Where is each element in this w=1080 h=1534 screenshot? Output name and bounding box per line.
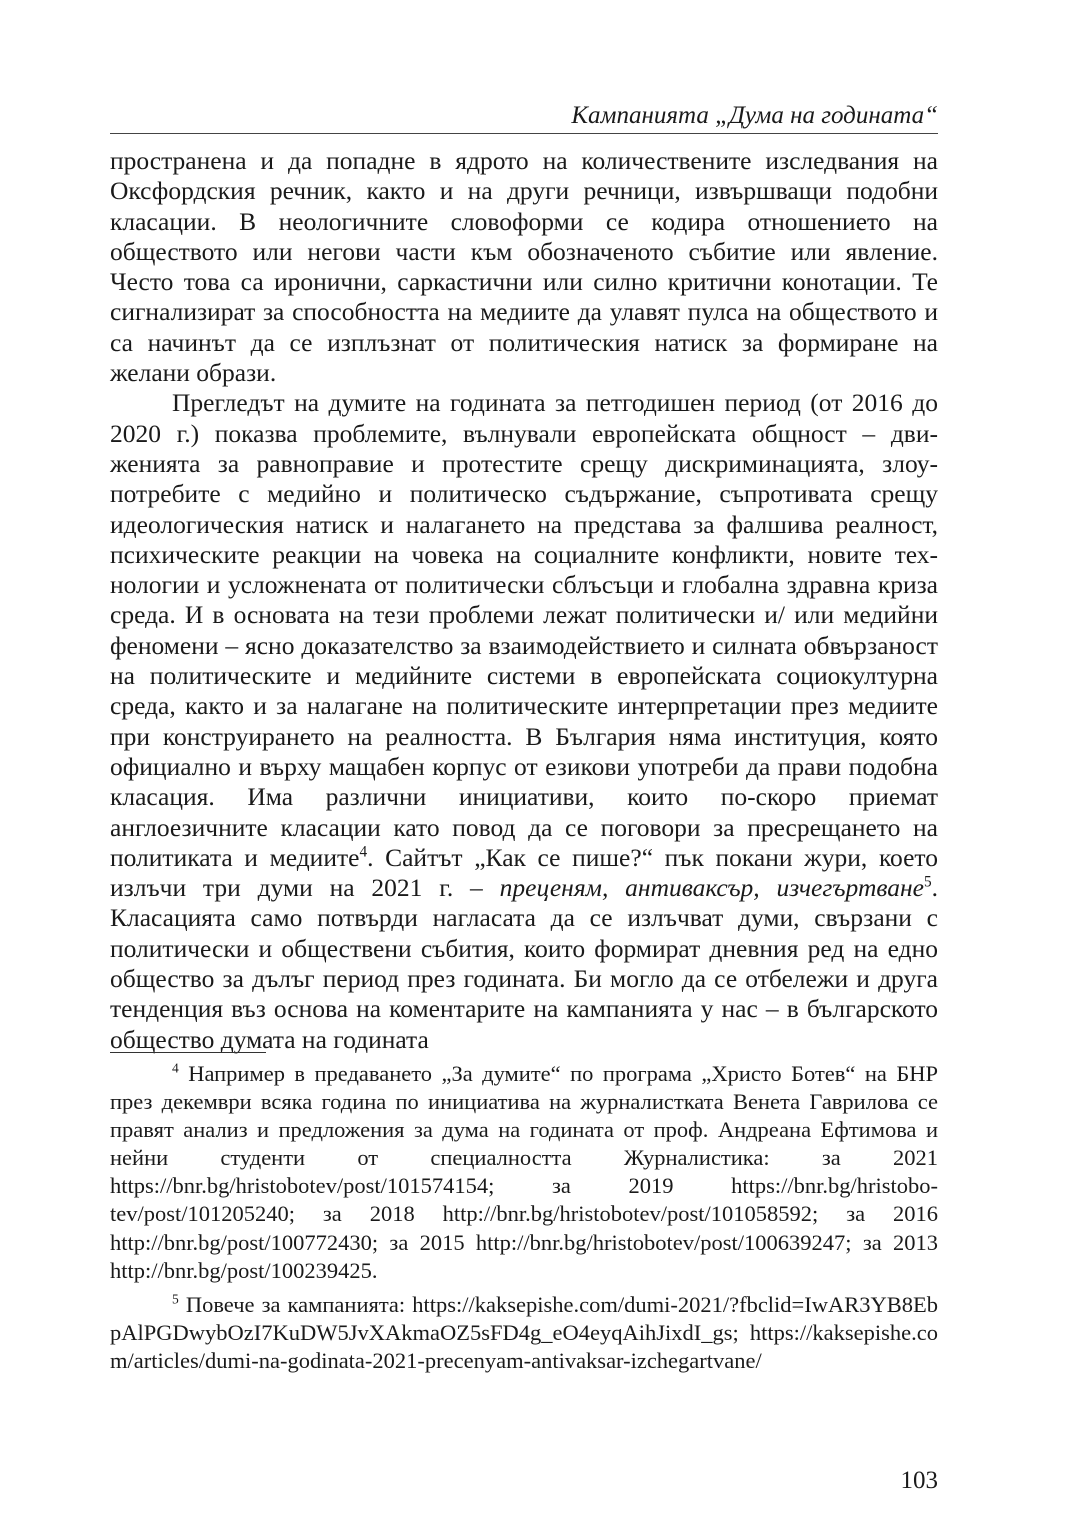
footnote-4-text: Например в предаването „За думите“ по програма „Христо Ботев“ на БНР през декември всяка година по инициатива на журналистката Венета Гаврилова се правят анализ и предложения за дума на годината от проф. Андреана Ефтимова и нейни студенти от специалността Журналистика: за 2021 https://bnr.bg/hristobotev/post/101574154; за 2019 https://bnr.bg/hristobotev/post/101205240; за 2018 http://bnr.bg/hristobotev/post/101058592; за 2016 http://bnr.bg/post/100772430; за 2015 http://bnr.bg/hristobotev/post/100639247; за 2013 http://bnr.bg/post/100239425. [110,1061,938,1283]
footnote-ref-5[interactable]: 5 [923,873,932,891]
footnote-4 [110,1060,938,1285]
paragraph-2-part-1: Прегледът на думите на годината за петгодишен период (от 2016 до 2020 г.) показва проблемите, вълнували европейската общност – движенията за равноправие и протестите срещу дискриминацията, злоупотребите с медийно и политическо съдържание, съпротивата срещу идеологическия натиск и налагането на представа за фалшива реалност, психическите реакции на човека на социалните конфликти, новите технологии и усложнената от политически сблъсъци и глобална здравна криза среда. И в основата на тези проблеми лежат политически и/ или медийни феномени – ясно доказателство за взаимодействието и силната обвързаност на политическите и медийните системи в европейската социокултурна среда, както и за налагане на политическите интерпретации през медиите при конструирането на реалността. В България няма институция, която официално и върху мащабен корпус от езикови употреби да прави подобна класация. Има различни инициативи, които по-скоро приемат англоезичните класации като повод да се поговори за пресрещането на политиката и медиите [110,388,938,872]
running-head: Кампанията „Дума на годината“ [571,102,938,129]
main-text [110,146,938,1055]
footnote-5-text: Повече за кампанията: https://kaksepishe.com/dumi-2021/?fbclid=IwAR3YB8EbpAlPGDwybOzI7KuDW5JvXAkmaOZ5sFD4g_eO4eyqAihJixdI_gs; https://kaksepishe.com/articles/dumi-na-godinata-2021-precenyam-antivaksar-izchegartvane/ [110,1291,938,1373]
footnote-ref-4[interactable]: 4 [359,843,368,861]
footnote-rule [110,1052,266,1053]
footnote-number-4: 4 [172,1060,179,1076]
paragraph-2 [110,388,938,1055]
page-number: 103 [900,1467,938,1494]
paragraph-1: пространена и да попадне в ядрото на количествените изследвания на Оксфордския речник, както и на други речници, извършващи подобни класации. В неологичните словоформи се кодира отношението на обществото или негови части към обозначеното събитие или явление. Често това са иронични, саркастични или силно критични конотации. Те сигнализират за способността на медиите да улавят пулса на обществото и са начинът да се изплъзнат от политическия натиск за формиране на желани образи. [110,146,938,388]
footnote-number-5: 5 [172,1291,179,1307]
header-rule [110,133,938,134]
paragraph-2-part-3: . Класацията само потвърди нагласата да се излъчват думи, свързани с политически и обществени събития, които формират дневния ред на едно общество за дълъг период през годината. Би могло да се отбележи и друга тенденция въз основа на коментарите на кампанията у нас – в българското общество думата на годината [110,873,939,1054]
footnotes [110,1060,938,1375]
footnote-5 [110,1291,938,1375]
paragraph-2-part-2: . Сайтът „Как се пише?“ пък покани жури, което излъчи три думи на 2021 г. – [110,842,938,903]
words-of-year: преценям, антиваксър, изчегъртване [499,873,924,903]
